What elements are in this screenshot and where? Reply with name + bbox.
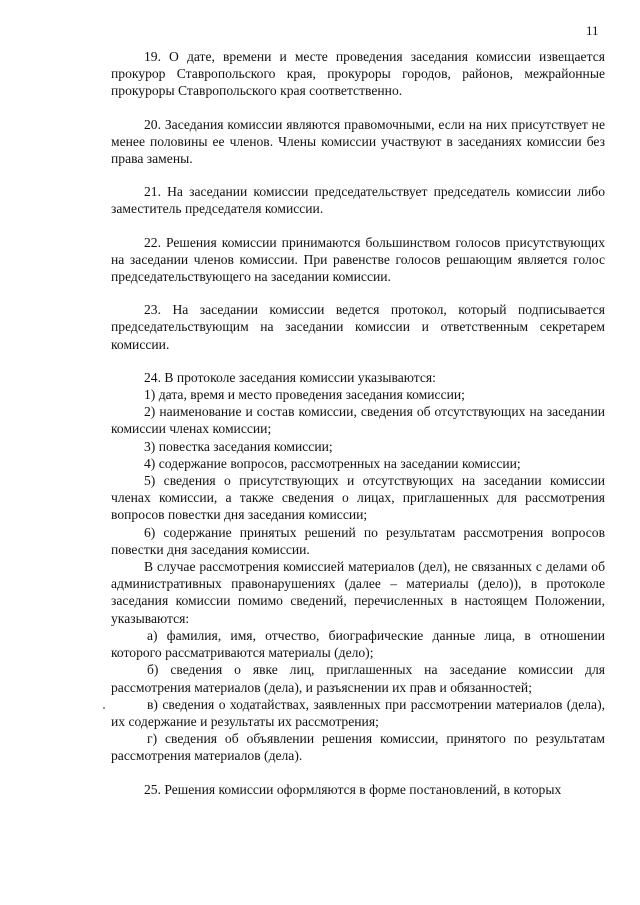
list-item-24-4: 4) содержание вопросов, рассмотренных на заседании комиссии;: [144, 455, 521, 471]
list-item-24-g: г) сведения об объявлении решения комиссии, принятого по результатам рассмотрения материалов (дела).: [111, 731, 605, 764]
scan-speck: [103, 707, 105, 709]
paragraph-22: 22. Решения комиссии принимаются большинством голосов присутствующих на заседании членов комиссии. При равенстве голосов решающим является голос председательствующего на заседании комиссии.: [111, 234, 605, 285]
paragraph-23: 23. На заседании комиссии ведется протокол, который подписывается председательствующим на заседании комиссии и ответственным секретарем комиссии.: [111, 302, 605, 352]
list-item-24-6: 6) содержание принятых решений по результатам рассмотрения вопросов повестки дня заседания комиссии.: [111, 524, 605, 557]
list-item-24-1: 1) дата, время и место проведения заседания комиссии;: [144, 387, 465, 403]
list-item-24-a: а) фамилия, имя, отчество, биографические данные лица, в отношении которого рассматриваются материалы (дело);: [111, 627, 605, 661]
paragraph-19: 19. О дате, времени и месте проведения заседания комиссии извещается прокурор Ставропольского края, прокуроры городов, районов, межрайонные прокуроры Ставропольского края соответственно.: [111, 49, 605, 99]
paragraph-25: 25. Решения комиссии оформляются в форме постановлений, в которых: [144, 781, 562, 797]
document-body: [111, 48, 605, 798]
paragraph-21: 21. На заседании комиссии председательствует председатель комиссии либо заместитель председателя комиссии.: [111, 184, 605, 217]
paragraph-20: 20. Заседания комиссии являются правомочными, если на них присутствует не менее половины ее членов. Члены комиссии участвуют в заседаниях комиссии без права замены.: [111, 116, 605, 167]
list-item-24-5: 5) сведения о присутствующих и отсутствующих на заседании комиссии членах комиссии, а также сведения о лицах, приглашенных для рассмотрения вопросов повестки дня заседания комиссии;: [111, 473, 605, 523]
page-number: 11: [586, 23, 599, 38]
list-item-24-b: б) сведения о явке лиц, приглашенных на заседание комиссии для рассмотрения материалов (дела), и разъяснении их прав и обязанностей;: [111, 662, 605, 695]
list-item-24-3: 3) повестка заседания комиссии;: [144, 438, 333, 454]
list-item-24-2: 2) наименование и состав комиссии, сведения об отсутствующих на заседании комиссии членах комиссии;: [111, 404, 605, 437]
paragraph-24: 24. В протоколе заседания комиссии указываются:: [144, 369, 436, 385]
paragraph-24-case: В случае рассмотрения комиссией материалов (дел), не связанных с делами об административных правонарушениях (далее – материалы (дело)), в протоколе заседания комиссии помимо сведений, перечисленных в настоящем Положении, указываются:: [111, 559, 605, 626]
list-item-24-v: в) сведения о ходатайствах, заявленных при рассмотрении материалов (дела), их содержание и результаты их рассмотрения;: [111, 696, 605, 729]
